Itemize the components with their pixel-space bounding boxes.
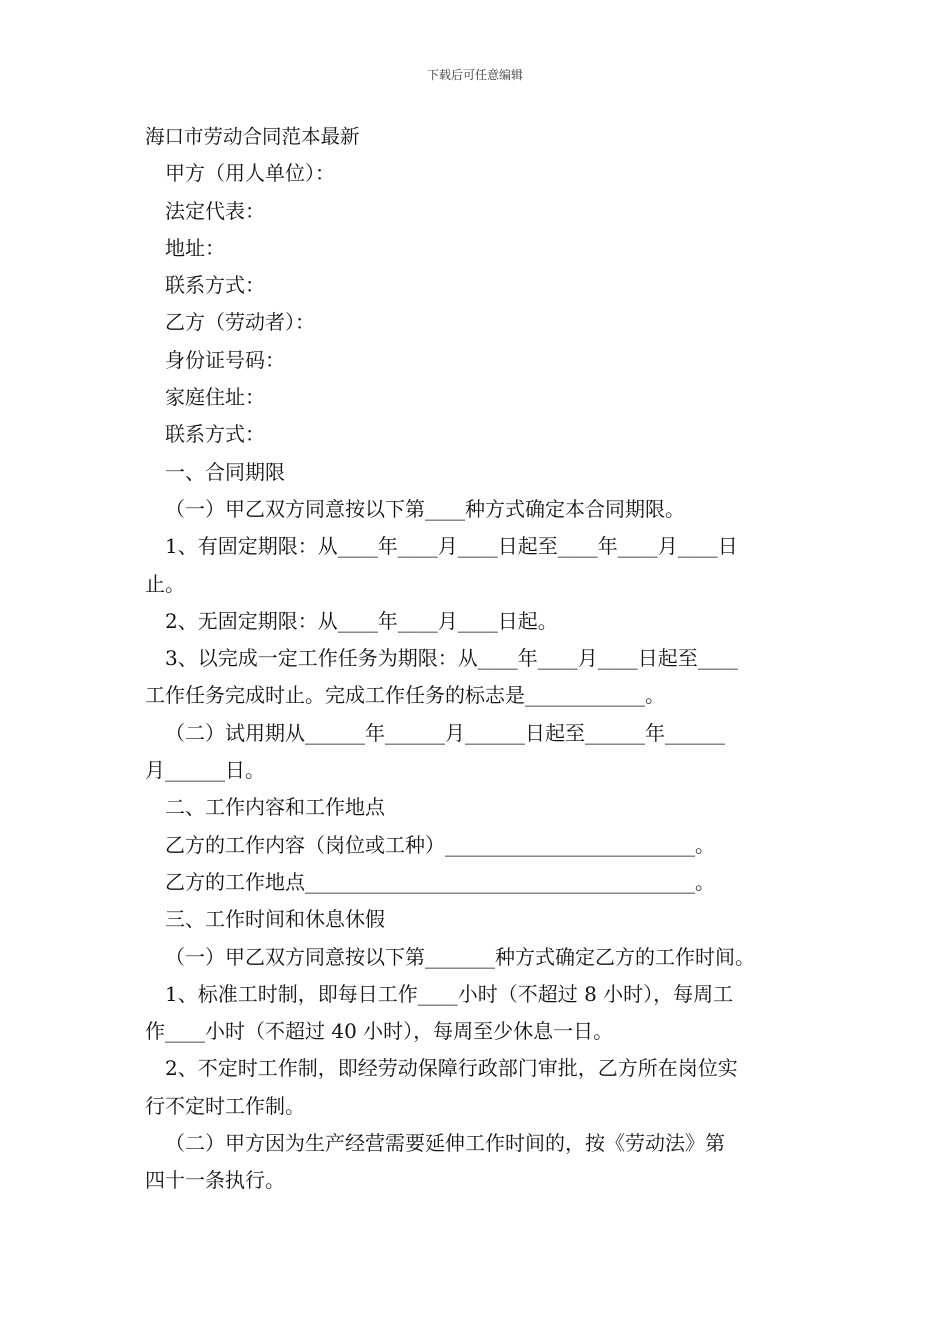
paragraph: 1、标准工时制，即每日工作____小时（不超过 8 小时），每周工 xyxy=(165,981,734,1006)
paragraph-continuation: 行不定时工作制。 xyxy=(145,1093,305,1118)
address-line: 地址： xyxy=(165,235,225,260)
paragraph-continuation: 月______日。 xyxy=(145,758,265,783)
page-header: 下载后可任意编辑 xyxy=(426,68,523,82)
section-heading-1: 一、合同期限 xyxy=(165,459,285,484)
paragraph: （一）甲乙双方同意按以下第____种方式确定本合同期限。 xyxy=(165,496,685,521)
paragraph: （一）甲乙双方同意按以下第_______种方式确定乙方的工作时间。 xyxy=(165,944,755,969)
paragraph: 乙方的工作地点_______________________________________。 xyxy=(165,869,715,894)
paragraph-continuation: 四十一条执行。 xyxy=(145,1168,285,1193)
paragraph: 2、不定时工作制，即经劳动保障行政部门审批，乙方所在岗位实 xyxy=(165,1056,738,1081)
party-b-line: 乙方（劳动者）： xyxy=(165,310,315,335)
party-a-line: 甲方（用人单位）： xyxy=(165,161,335,186)
legal-rep-line: 法定代表： xyxy=(165,198,265,223)
paragraph: 乙方的工作内容（岗位或工种）_________________________。 xyxy=(165,832,715,857)
paragraph: 3、以完成一定工作任务为期限：从____年____月____日起至____ xyxy=(165,646,738,671)
paragraph-continuation: 作____小时（不超过 40 小时），每周至少休息一日。 xyxy=(145,1019,614,1044)
contact-b-line: 联系方式： xyxy=(165,422,265,447)
paragraph-continuation: 工作任务完成时止。完成工作任务的标志是____________。 xyxy=(145,683,665,708)
paragraph-continuation: 止。 xyxy=(145,571,185,596)
section-heading-2: 二、工作内容和工作地点 xyxy=(165,795,385,820)
contract-body xyxy=(145,118,815,1200)
paragraph: （二）甲方因为生产经营需要延伸工作时间的，按《劳动法》第 xyxy=(165,1131,725,1156)
paragraph: 2、无固定期限：从____年____月____日起。 xyxy=(165,608,558,633)
id-number-line: 身份证号码： xyxy=(165,347,285,372)
section-heading-3: 三、工作时间和休息休假 xyxy=(165,907,385,932)
paragraph: （二）试用期从______年______月______日起至______年______ xyxy=(165,720,725,745)
paragraph: 1、有固定期限：从____年____月____日起至____年____月____日 xyxy=(165,534,738,559)
contact-a-line: 联系方式： xyxy=(165,273,265,298)
document-title: 海口市劳动合同范本最新 xyxy=(145,125,360,148)
home-address-line: 家庭住址： xyxy=(165,385,265,410)
